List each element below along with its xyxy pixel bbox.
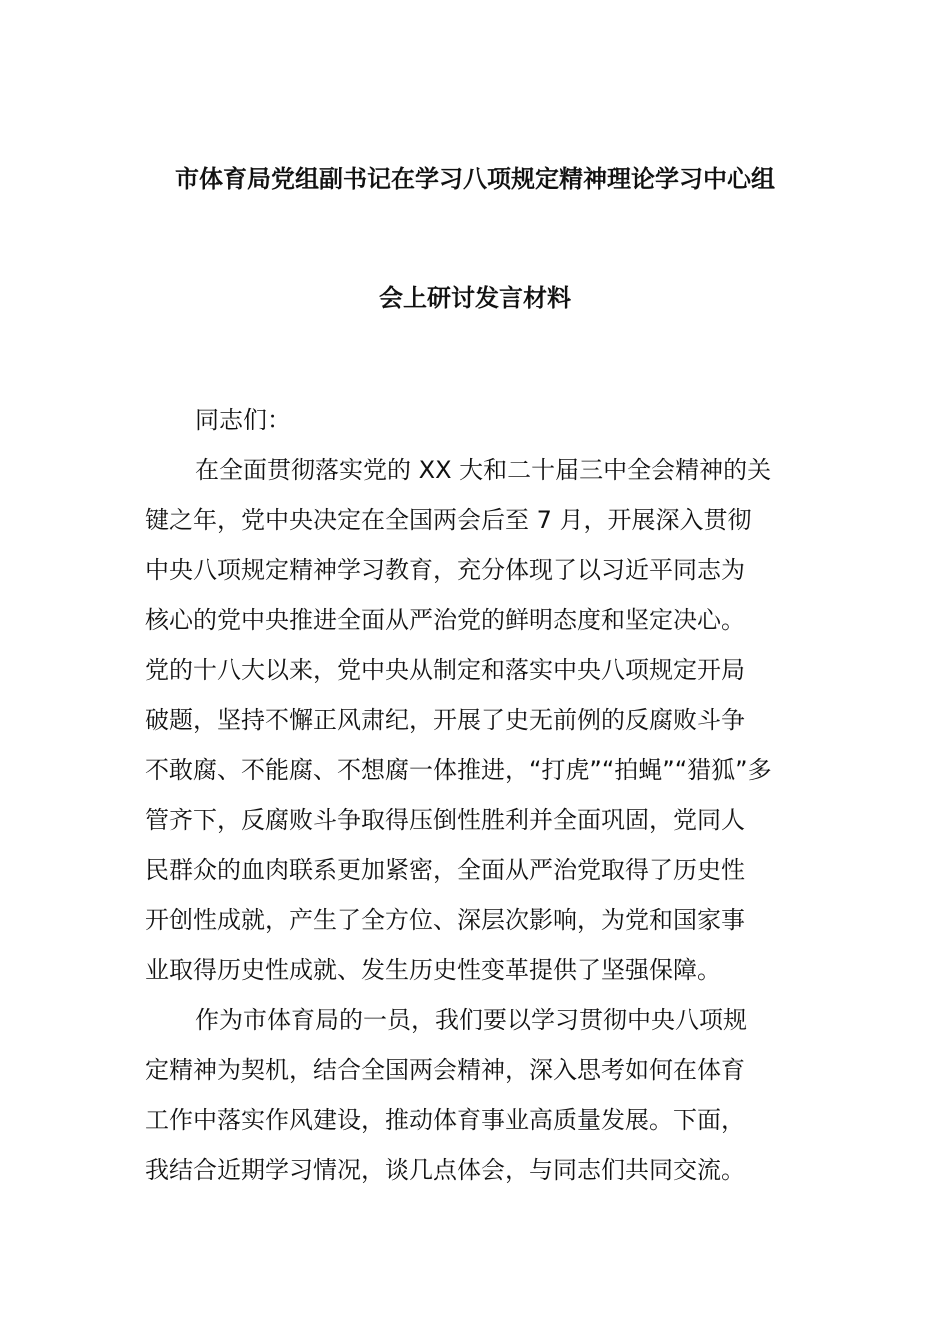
paragraph-1-line: 民群众的血肉联系更加紧密，全面从严治党取得了历史性	[145, 856, 745, 884]
paragraph-1-line: 键之年，党中央决定在全国两会后至 7 月，开展深入贯彻	[145, 506, 752, 534]
paragraph-2-line: 定精神为契机，结合全国两会精神，深入思考如何在体育	[145, 1056, 745, 1084]
paragraph-2-line: 作为市体育局的一员，我们要以学习贯彻中央八项规	[195, 1006, 747, 1034]
paragraph-1-line: 核心的党中央推进全面从严治党的鲜明态度和坚定决心。	[145, 606, 745, 634]
paragraph-1-line: 破题，坚持不懈正风肃纪，开展了史无前例的反腐败斗争	[145, 706, 745, 734]
paragraph-1-line: 业取得历史性成就、发生历史性变革提供了坚强保障。	[145, 956, 721, 984]
paragraph-1-line: 中央八项规定精神学习教育，充分体现了以习近平同志为	[145, 556, 745, 584]
document-title-line-2: 会上研讨发言材料	[379, 284, 571, 312]
paragraph-1-line: 党的十八大以来，党中央从制定和落实中央八项规定开局	[145, 656, 745, 684]
document-title-line-1: 市体育局党组副书记在学习八项规定精神理论学习中心组	[175, 165, 775, 193]
paragraph-2-line: 我结合近期学习情况，谈几点体会，与同志们共同交流。	[145, 1156, 745, 1184]
paragraph-1-line: 不敢腐、不能腐、不想腐一体推进，“打虎”“拍蝇”“猎狐”多	[145, 756, 772, 784]
paragraph-1-line: 在全面贯彻落实党的 XX 大和二十届三中全会精神的关	[195, 456, 772, 484]
salutation: 同志们：	[195, 406, 291, 434]
paragraph-1-line: 开创性成就，产生了全方位、深层次影响，为党和国家事	[145, 906, 745, 934]
paragraph-2-line: 工作中落实作风建设，推动体育事业高质量发展。下面，	[145, 1106, 745, 1134]
paragraph-1-line: 管齐下，反腐败斗争取得压倒性胜利并全面巩固，党同人	[145, 806, 745, 834]
